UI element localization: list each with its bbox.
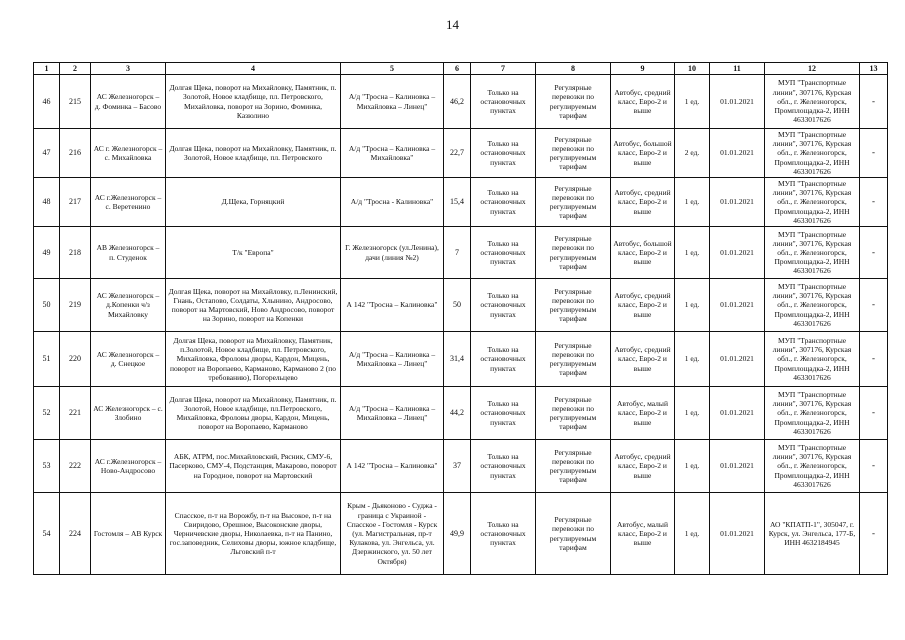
route-streets-cell: А 142 "Тросна – Калиновка" xyxy=(341,279,444,332)
route-name-cell: АС г. Железногорск – с. Михайловка xyxy=(91,129,166,178)
route-length-cell: 15,4 xyxy=(444,178,471,227)
column-header: 13 xyxy=(860,63,888,75)
route-number-cell: 47 xyxy=(34,129,60,178)
start-date-cell: 01.01.2021 xyxy=(710,75,765,129)
vehicle-class-cell: Автобус, средний класс, Евро-2 и выше xyxy=(611,279,675,332)
table-row xyxy=(34,440,888,493)
route-number-cell: 49 xyxy=(34,227,60,279)
table-row xyxy=(34,387,888,440)
notes-cell: - xyxy=(860,178,888,227)
intermediate-stops-cell: Д.Щека, Горняцкий xyxy=(166,178,341,227)
route-name-cell: Гостомля – АВ Курск xyxy=(91,493,166,575)
registry-number-cell: 224 xyxy=(60,493,91,575)
carrier-cell: МУП "Транспортные линии", 307176, Курская обл., г. Железногорск, Промплощадка-2, ИНН 4633017626 xyxy=(765,129,860,178)
table-row xyxy=(34,75,888,129)
intermediate-stops-cell: Долгая Щека, поворот на Михайловку, Памятник, п. Золотой, Новое кладбище, пл.Петровского, Михайловка, Фроловы дворы, Кардон, Мицень, поворот на Воропаево, Карманово xyxy=(166,387,341,440)
carrier-cell: МУП "Транспортные линии", 307176, Курская обл., г. Железногорск, Промплощадка-2, ИНН 4633017626 xyxy=(765,387,860,440)
registry-number-cell: 221 xyxy=(60,387,91,440)
vehicle-class-cell: Автобус, большой класс, Евро-2 и выше xyxy=(611,227,675,279)
route-name-cell: АС Железногорск – д. Снецкое xyxy=(91,332,166,387)
transport-type-cell: Регулярные перевозки по регулируемым тарифам xyxy=(536,440,611,493)
route-number-cell: 50 xyxy=(34,279,60,332)
route-length-cell: 44,2 xyxy=(444,387,471,440)
route-name-cell: АС Железногорск – д. Фоминка – Басово xyxy=(91,75,166,129)
column-header: 4 xyxy=(166,63,341,75)
stop-mode-cell: Только на остановочных пунктах xyxy=(471,227,536,279)
intermediate-stops-cell: Долгая Щека, поворот на Михайловку, Памятник, п. Золотой, Новое кладбище, пл. Петровского xyxy=(166,129,341,178)
registry-number-cell: 216 xyxy=(60,129,91,178)
registry-number-cell: 217 xyxy=(60,178,91,227)
transport-type-cell: Регулярные перевозки по регулируемым тарифам xyxy=(536,332,611,387)
table-row xyxy=(34,493,888,575)
vehicle-count-cell: 1 ед. xyxy=(675,279,710,332)
intermediate-stops-cell: Долгая Щека, поворот на Михайловку, Памятник, п. Золотой, Новое кладбище, пл. Петровского, Михайловка, поворот на Зорино, Фоминка, Казюлино xyxy=(166,75,341,129)
page-number: 14 xyxy=(446,17,459,32)
column-header: 12 xyxy=(765,63,860,75)
start-date-cell: 01.01.2021 xyxy=(710,178,765,227)
route-streets-cell: А/д "Тросна - Калиновка" xyxy=(341,178,444,227)
route-name-cell: АВ Железногорск – п. Студенок xyxy=(91,227,166,279)
table-row xyxy=(34,227,888,279)
vehicle-class-cell: Автобус, средний класс, Евро-2 и выше xyxy=(611,178,675,227)
carrier-cell: МУП "Транспортные линии", 307176, Курская обл., г. Железногорск, Промплощадка-2, ИНН 4633017626 xyxy=(765,75,860,129)
carrier-cell: МУП "Транспортные линии", 307176, Курская обл., г. Железногорск, Промплощадка-2, ИНН 4633017626 xyxy=(765,440,860,493)
route-length-cell: 49,9 xyxy=(444,493,471,575)
column-header: 2 xyxy=(60,63,91,75)
table-row xyxy=(34,178,888,227)
notes-cell: - xyxy=(860,75,888,129)
vehicle-class-cell: Автобус, средний класс, Евро-2 и выше xyxy=(611,440,675,493)
table-row xyxy=(34,129,888,178)
route-number-cell: 52 xyxy=(34,387,60,440)
transport-type-cell: Регулярные перевозки по регулируемым тарифам xyxy=(536,387,611,440)
stop-mode-cell: Только на остановочных пунктах xyxy=(471,75,536,129)
stop-mode-cell: Только на остановочных пунктах xyxy=(471,493,536,575)
vehicle-class-cell: Автобус, средний класс, Евро-2 и выше xyxy=(611,332,675,387)
column-header: 10 xyxy=(675,63,710,75)
registry-number-cell: 220 xyxy=(60,332,91,387)
transport-type-cell: Регулярные перевозки по регулируемым тарифам xyxy=(536,279,611,332)
route-streets-cell: А 142 "Тросна – Калиновка" xyxy=(341,440,444,493)
column-header: 5 xyxy=(341,63,444,75)
route-number-cell: 46 xyxy=(34,75,60,129)
route-streets-cell: Г. Железногорск (ул.Ленина), дачи (линия №2) xyxy=(341,227,444,279)
table-row xyxy=(34,279,888,332)
vehicle-count-cell: 1 ед. xyxy=(675,227,710,279)
stop-mode-cell: Только на остановочных пунктах xyxy=(471,279,536,332)
column-header: 8 xyxy=(536,63,611,75)
stop-mode-cell: Только на остановочных пунктах xyxy=(471,129,536,178)
route-length-cell: 7 xyxy=(444,227,471,279)
transport-type-cell: Регулярные перевозки по регулируемым тарифам xyxy=(536,129,611,178)
notes-cell: - xyxy=(860,227,888,279)
transport-type-cell: Регулярные перевозки по регулируемым тарифам xyxy=(536,178,611,227)
route-name-cell: АС Железногорск – д.Копенки ч/з Михайловку xyxy=(91,279,166,332)
route-name-cell: АС Железногорск – с. Злобино xyxy=(91,387,166,440)
start-date-cell: 01.01.2021 xyxy=(710,279,765,332)
registry-number-cell: 219 xyxy=(60,279,91,332)
route-number-cell: 51 xyxy=(34,332,60,387)
route-length-cell: 50 xyxy=(444,279,471,332)
start-date-cell: 01.01.2021 xyxy=(710,332,765,387)
transport-type-cell: Регулярные перевозки по регулируемым тарифам xyxy=(536,227,611,279)
notes-cell: - xyxy=(860,440,888,493)
header-row xyxy=(34,63,888,75)
vehicle-count-cell: 1 ед. xyxy=(675,332,710,387)
notes-cell: - xyxy=(860,129,888,178)
carrier-cell: МУП "Транспортные линии", 307176, Курская обл., г. Железногорск, Промплощадка-2, ИНН 4633017626 xyxy=(765,279,860,332)
route-length-cell: 46,2 xyxy=(444,75,471,129)
route-name-cell: АС г.Железногорск – Ново-Андросово xyxy=(91,440,166,493)
vehicle-class-cell: Автобус, малый класс, Евро-2 и выше xyxy=(611,493,675,575)
transport-type-cell: Регулярные перевозки по регулируемым тарифам xyxy=(536,75,611,129)
vehicle-count-cell: 2 ед. xyxy=(675,129,710,178)
route-number-cell: 48 xyxy=(34,178,60,227)
intermediate-stops-cell: Долгая Щека, поворот на Михайловку, Памятник, п.Золотой, Новое кладбище, пл. Петровского, Михайловка, Фроловы дворы, Кардон, Мицень, поворот на Воропаево, Карманово, Карманово 2 (по требованию), Погорельцево xyxy=(166,332,341,387)
stop-mode-cell: Только на остановочных пунктах xyxy=(471,440,536,493)
vehicle-count-cell: 1 ед. xyxy=(675,387,710,440)
table-row xyxy=(34,332,888,387)
route-streets-cell: А/д "Тросна – Калиновка – Михайловка" xyxy=(341,129,444,178)
intermediate-stops-cell: АБК, АТРМ, пос.Михайловский, Рясник, СМУ-6, Пасерково, СМУ-4, Подстанция, Макарово, поворот на Городное, поворот на Мартовский xyxy=(166,440,341,493)
column-header: 3 xyxy=(91,63,166,75)
transport-type-cell: Регулярные перевозки по регулируемым тарифам xyxy=(536,493,611,575)
registry-number-cell: 215 xyxy=(60,75,91,129)
start-date-cell: 01.01.2021 xyxy=(710,440,765,493)
registry-number-cell: 218 xyxy=(60,227,91,279)
route-streets-cell: Крым - Дьяконово - Суджа - граница с Украиной - Спасское - Гостомля - Курск (ул. Магистральная, пр-т Кулакова, ул. Энгельса, ул. Дзержинского, ул. 50 лет Октября) xyxy=(341,493,444,575)
route-length-cell: 22,7 xyxy=(444,129,471,178)
stop-mode-cell: Только на остановочных пунктах xyxy=(471,387,536,440)
carrier-cell: АО "КПАТП-1", 305047, г. Курск, ул. Энгельса, 177-Б, ИНН 4632184945 xyxy=(765,493,860,575)
registry-number-cell: 222 xyxy=(60,440,91,493)
notes-cell: - xyxy=(860,332,888,387)
route-length-cell: 31,4 xyxy=(444,332,471,387)
carrier-cell: МУП "Транспортные линии", 307176, Курская обл., г. Железногорск, Промплощадка-2, ИНН 4633017626 xyxy=(765,178,860,227)
stop-mode-cell: Только на остановочных пунктах xyxy=(471,332,536,387)
intermediate-stops-cell: Спасское, п-т на Ворожбу, п-т на Высокое, п-т на Свиридово, Орешное, Высоконские дворы, Черничевские дворы, Николаевка, п-т на Панино, гос.заповедник, Селиховы дворы, южное кладбище, Льговский п-т xyxy=(166,493,341,575)
route-number-cell: 54 xyxy=(34,493,60,575)
vehicle-count-cell: 1 ед. xyxy=(675,178,710,227)
column-header: 7 xyxy=(471,63,536,75)
intermediate-stops-cell: Долгая Щека, поворот на Михайловку, п.Ленинский, Гнань, Остапово, Солдаты, Хлынино, Андросово, поворот на Мартовский, Ново Андросово, поворот на Зорино, поворот на Копенки xyxy=(166,279,341,332)
start-date-cell: 01.01.2021 xyxy=(710,387,765,440)
notes-cell: - xyxy=(860,279,888,332)
start-date-cell: 01.01.2021 xyxy=(710,227,765,279)
vehicle-count-cell: 1 ед. xyxy=(675,75,710,129)
notes-cell: - xyxy=(860,387,888,440)
vehicle-count-cell: 1 ед. xyxy=(675,493,710,575)
route-name-cell: АС г.Железногорск – с. Веретенино xyxy=(91,178,166,227)
vehicle-count-cell: 1 ед. xyxy=(675,440,710,493)
route-streets-cell: А/д "Тросна – Калиновка – Михайловка – Линец" xyxy=(341,332,444,387)
stop-mode-cell: Только на остановочных пунктах xyxy=(471,178,536,227)
route-number-cell: 53 xyxy=(34,440,60,493)
column-header: 6 xyxy=(444,63,471,75)
carrier-cell: МУП "Транспортные линии", 307176, Курская обл., г. Железногорск, Промплощадка-2, ИНН 4633017626 xyxy=(765,332,860,387)
column-header: 1 xyxy=(34,63,60,75)
vehicle-class-cell: Автобус, средний класс, Евро-2 и выше xyxy=(611,75,675,129)
start-date-cell: 01.01.2021 xyxy=(710,493,765,575)
column-header: 9 xyxy=(611,63,675,75)
route-streets-cell: А/д "Тросна – Калиновка – Михайловка – Линец" xyxy=(341,387,444,440)
route-streets-cell: А/д "Тросна – Калиновка – Михайловка – Линец" xyxy=(341,75,444,129)
carrier-cell: МУП "Транспортные линии", 307176, Курская обл., г. Железногорск, Промплощадка-2, ИНН 4633017626 xyxy=(765,227,860,279)
notes-cell: - xyxy=(860,493,888,575)
routes-table xyxy=(33,62,888,575)
vehicle-class-cell: Автобус, большой класс, Евро-2 и выше xyxy=(611,129,675,178)
route-length-cell: 37 xyxy=(444,440,471,493)
intermediate-stops-cell: Т/к "Европа" xyxy=(166,227,341,279)
vehicle-class-cell: Автобус, малый класс, Евро-2 и выше xyxy=(611,387,675,440)
start-date-cell: 01.01.2021 xyxy=(710,129,765,178)
column-header: 11 xyxy=(710,63,765,75)
